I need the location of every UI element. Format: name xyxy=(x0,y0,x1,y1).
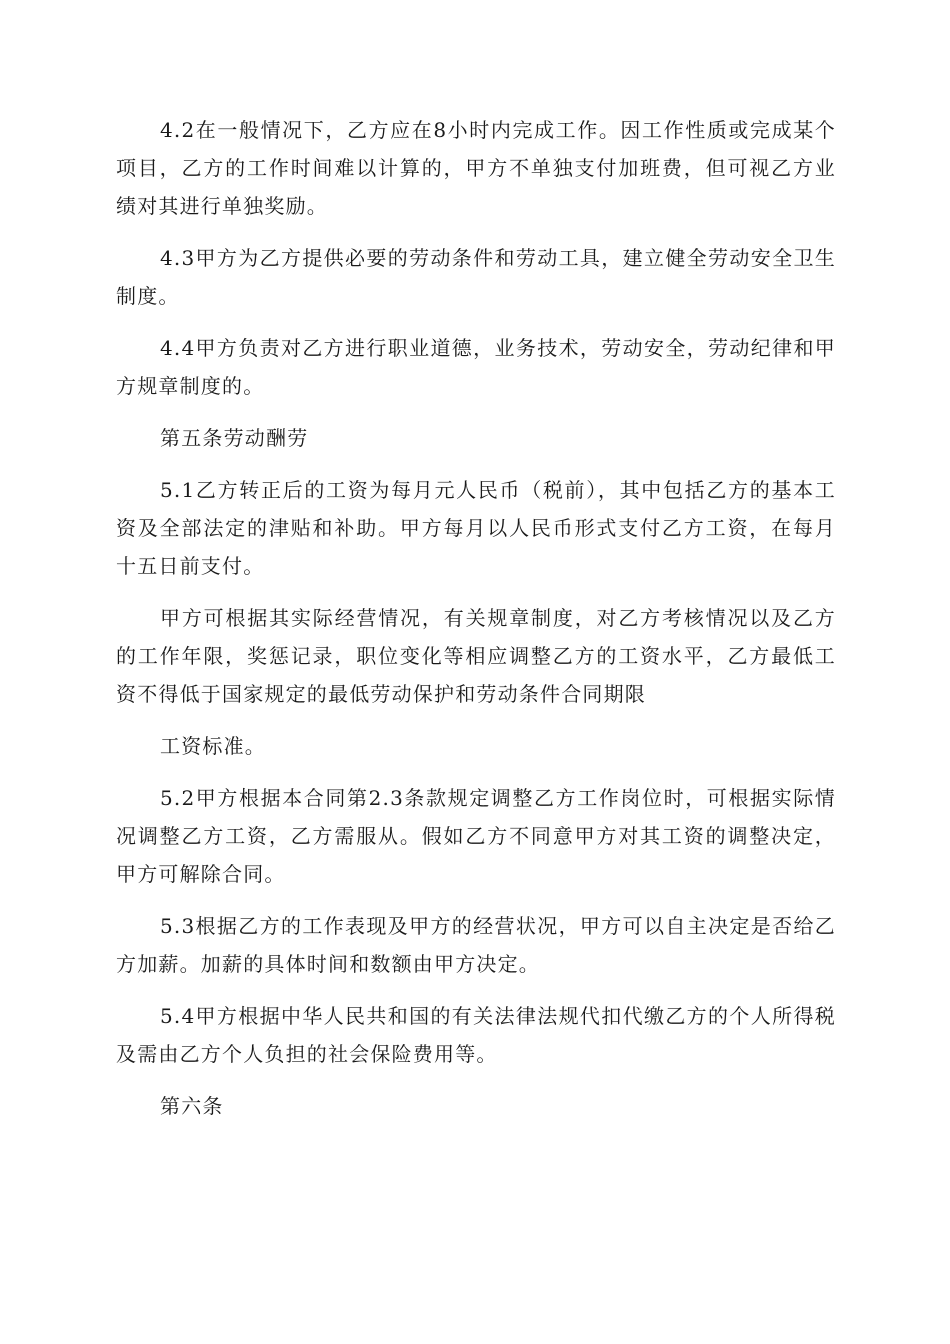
paragraph-4-2: 4.2在一般情况下，乙方应在8小时内完成工作。因工作性质或完成某个项目，乙方的工作时间难以计算的，甲方不单独支付加班费，但可视乙方业绩对其进行单独奖励。 xyxy=(116,118,836,218)
document-body xyxy=(116,111,836,1139)
paragraph-salary-adjustment: 甲方可根据其实际经营情况，有关规章制度，对乙方考核情况以及乙方的工作年限，奖惩记录，职位变化等相应调整乙方的工资水平，乙方最低工资不得低于国家规定的最低劳动保护和劳动条件合同期限 xyxy=(116,606,836,706)
section-heading-5: 第五条劳动酬劳 xyxy=(160,426,309,450)
section-heading-6: 第六条 xyxy=(160,1094,224,1118)
paragraph-5-2: 5.2甲方根据本合同第2.3条款规定调整乙方工作岗位时，可根据实际情况调整乙方工资，乙方需服从。假如乙方不同意甲方对其工资的调整决定，甲方可解除合同。 xyxy=(116,786,836,886)
paragraph-5-4: 5.4甲方根据中华人民共和国的有关法律法规代扣代缴乙方的个人所得税及需由乙方个人负担的社会保险费用等。 xyxy=(116,1004,836,1066)
paragraph-5-3: 5.3根据乙方的工作表现及甲方的经营状况，甲方可以自主决定是否给乙方加薪。加薪的具体时间和数额由甲方决定。 xyxy=(116,914,836,976)
paragraph-5-1: 5.1乙方转正后的工资为每月元人民币（税前），其中包括乙方的基本工资及全部法定的津贴和补助。甲方每月以人民币形式支付乙方工资，在每月十五日前支付。 xyxy=(116,478,836,578)
paragraph-4-3: 4.3甲方为乙方提供必要的劳动条件和劳动工具，建立健全劳动安全卫生制度。 xyxy=(116,246,836,308)
paragraph-salary-standard: 工资标准。 xyxy=(160,734,266,758)
paragraph-4-4: 4.4甲方负责对乙方进行职业道德，业务技术，劳动安全，劳动纪律和甲方规章制度的。 xyxy=(116,336,836,398)
